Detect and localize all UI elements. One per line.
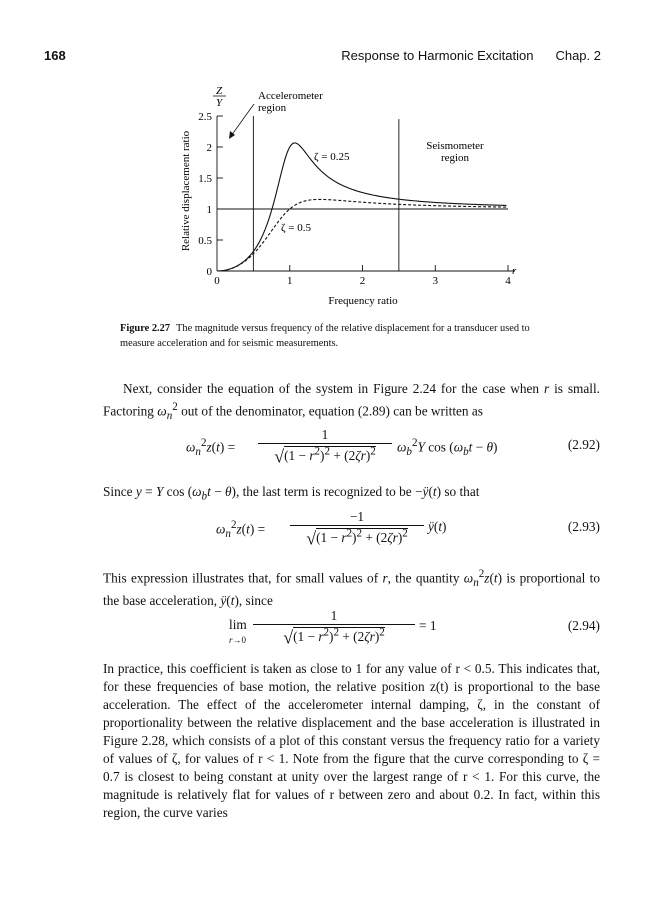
x-end-label: r xyxy=(512,265,517,277)
page-number: 168 xyxy=(44,48,66,63)
caption-label: Figure 2.27 xyxy=(120,323,171,334)
y-tick-label: 2 xyxy=(206,142,212,154)
equation-2-93: $\omega_n^2z(t)$ = −1 $√(1 - r^2)^2 + (2\zeta r)^2$ ÿ(t) (2.93) xyxy=(216,509,600,549)
paragraph-4: In practice, this coefficient is taken as close to 1 for any value of r < 0.5. This indicates that, for these frequencies of base motion, the relative position z(t) is proportional to the base acceleration. The effect of the accelerometer internal damping, ζ, in the constant of proportionality between the relative displacement and the base acceleration is illustrated in Figure 2.28, which consists of a plot of this constant versus the frequency ratio for a variety of values of ζ, for values of r < 1. Note from the figure that the curve corresponding to ζ = 0.7 is closest to being constant at unity over the largest range of r < 1. For this curve, the magnitude is relatively flat for values of r between zero and about 0.2. In fact, within this region, the curve varies xyxy=(103,661,600,820)
x-tick-label: 4 xyxy=(505,275,511,287)
y-ticks xyxy=(198,111,223,278)
y-symbol-top: Z xyxy=(215,85,223,97)
y-axis-label: Relative displacement ratio xyxy=(180,130,192,252)
curve-label-zeta-0-5: ζ = 0.5 xyxy=(281,222,312,234)
y-tick-label: 0 xyxy=(206,266,212,278)
paragraph-1: Next, consider the equation of the system in Figure 2.24 for the case when r is small. Factoring $\omega_n^2$ out of the denominator, equation (2.89) can be written as xyxy=(103,381,600,423)
equation-2-94: lim r→0 1 $√(1 - r^2)^2 + (2\zeta r)^2$ = 1 (2.94) xyxy=(229,608,600,648)
equation-number-2-93: (2.93) xyxy=(567,519,600,534)
accelerometer-label-2: region xyxy=(258,102,287,114)
y-tick-label: 1 xyxy=(206,204,212,216)
accelerometer-label-1: Accelerometer xyxy=(258,90,323,102)
x-tick-label: 2 xyxy=(359,275,366,287)
curve-zeta-0-5 xyxy=(217,199,507,271)
seismometer-label-2: region xyxy=(440,152,470,164)
y-symbol-bottom: Y xyxy=(215,97,223,109)
x-ticks xyxy=(214,265,511,287)
figure-caption xyxy=(120,321,550,351)
y-tick-label: 1.5 xyxy=(198,173,212,185)
paragraph-3: This expression illustrates that, for small values of r, the quantity $\omega_n^2z(t)$ is proportional to the base acceleration, ÿ(t), since xyxy=(103,568,600,609)
caption-text: The magnitude versus frequency of the relative displacement for a transducer used to measure acceleration and for seismic measurements. xyxy=(120,323,530,349)
equation-2-92: $\omega_n^2z(t)$ = 1 $√(1 - r^2)^2 + (2\zeta r)^2$ $\omega_b^2Y$ $\cos (\omega_bt - \theta)$ (2.92) xyxy=(186,427,600,467)
equation-number-2-94: (2.94) xyxy=(567,618,600,633)
paragraph-2: Since y = Y $\cos (\omega_bt - \theta)$, the last term is recognized to be −ÿ(t) so that xyxy=(103,484,480,503)
x-tick-label: 0 xyxy=(214,275,220,287)
figure-2-27 xyxy=(170,60,530,310)
chapter-label: Chap. 2 xyxy=(555,48,601,63)
x-tick-label: 3 xyxy=(432,275,438,287)
accelerometer-arrow xyxy=(231,104,254,136)
y-tick-label: 2.5 xyxy=(198,111,212,123)
x-axis-label: Frequency ratio xyxy=(328,295,398,307)
seismometer-label-1: Seismometer xyxy=(426,140,484,152)
section-title: Response to Harmonic Excitation xyxy=(341,48,534,63)
y-tick-label: 0.5 xyxy=(198,235,212,247)
curve-label-zeta-0-25: ζ = 0.25 xyxy=(314,151,350,163)
equation-number-2-92: (2.92) xyxy=(567,437,600,452)
x-tick-label: 1 xyxy=(287,275,293,287)
